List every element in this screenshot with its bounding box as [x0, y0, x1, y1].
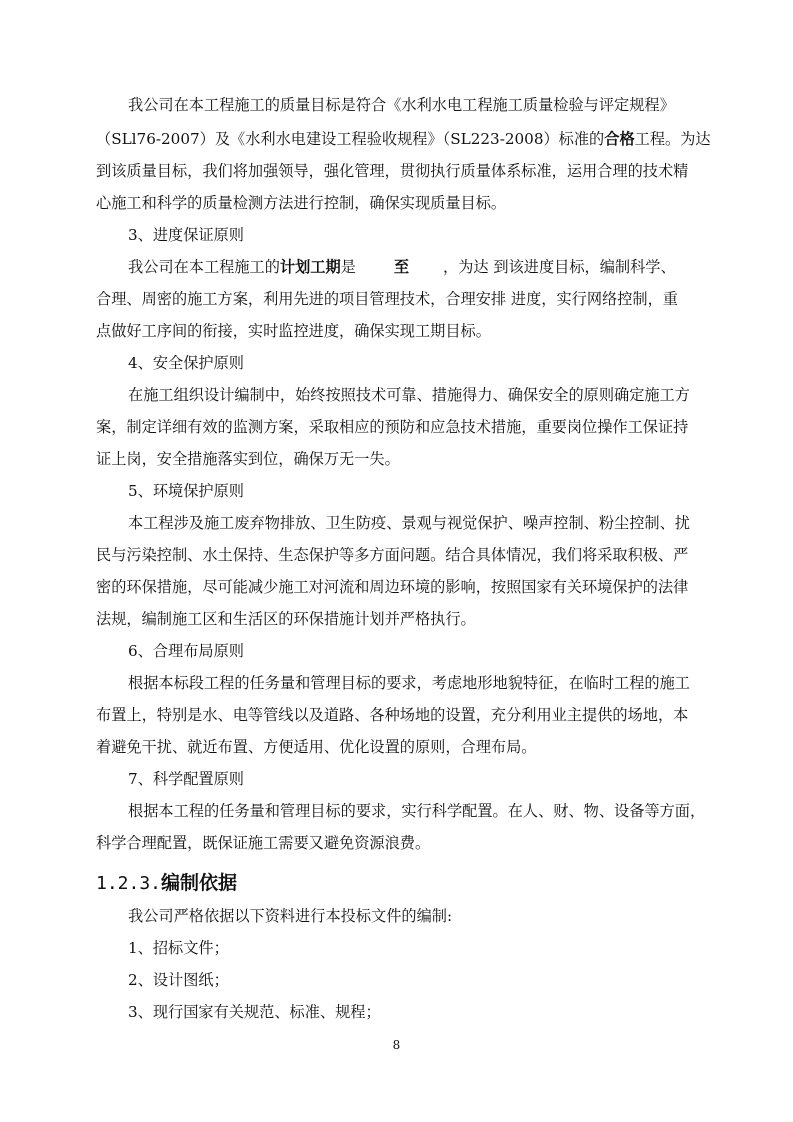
paragraph-line: 心施工和科学的质量检测方法进行控制，确保实现质量目标。 — [96, 194, 507, 212]
paragraph-line: 着避免干扰、就近布置、方便适用、优化设置的原则，合理布局。 — [96, 738, 537, 756]
list-heading: 3、进度保证原则 — [128, 226, 244, 244]
paragraph-line: 证上岗，安全措施落实到位，确保万无一失。 — [96, 450, 400, 468]
bold-text: 计划工期 — [279, 258, 341, 276]
list-heading: 7、科学配置原则 — [128, 770, 244, 788]
paragraph-line: 我公司严格依据以下资料进行本投标文件的编制: — [128, 907, 453, 925]
bold-text: 合格 — [604, 130, 635, 148]
list-heading: 4、安全保护原则 — [128, 354, 244, 372]
paragraph-line: 本工程涉及施工废弃物排放、卫生防疫、景观与视觉保护、噪声控制、粉尘控制、扰 — [128, 514, 690, 532]
paragraph-line: 密的环保措施，尽可能减少施工对河流和周边环境的影响，按照国家有关环境保护的法律 — [96, 578, 689, 596]
list-item: 1、招标文件； — [128, 939, 229, 957]
paragraph-line: 点做好工序间的衔接，实时监控进度，确保实现工期目标。 — [96, 322, 491, 340]
text-run: 是 — [340, 258, 356, 276]
text-run: （SLl76-2007）及《水利水电建设工程验收规程》（SL223-2008）标准的 — [96, 130, 605, 148]
text-run: 工程。为达 — [634, 130, 711, 148]
text-run: 我公司在本工程施工的 — [128, 258, 280, 276]
section-title: 编制依据 — [161, 872, 238, 894]
paragraph-line: 法规，编制施工区和生活区的环保措施计划并严格执行。 — [96, 610, 476, 628]
paragraph-line: 民与污染控制、水土保持、生态保护等多方面问题。结合具体情况，我们将采取积极、严 — [96, 546, 689, 564]
list-heading: 5、环境保护原则 — [128, 482, 244, 500]
list-heading: 6、合理布局原则 — [128, 642, 244, 660]
paragraph-line: 布置上，特别是水、电等管线以及道路、各种场地的设置，充分利用业主提供的场地，本 — [96, 706, 689, 724]
list-item: 2、设计图纸； — [128, 971, 229, 989]
bold-text: 至 — [393, 258, 409, 276]
paragraph-line: 到该质量目标，我们将加强领导，强化管理，贯彻执行质量体系标准，运用合理的技术精 — [96, 162, 689, 180]
paragraph-line — [96, 129, 716, 149]
paragraph-line: 我公司在本工程施工的质量目标是符合《水利水电工程施工质量检验与评定规程》 — [128, 96, 675, 114]
list-item: 3、现行国家有关规范、标准、规程； — [128, 1003, 381, 1021]
section-number: 1.2.3. — [96, 873, 162, 894]
paragraph-line — [128, 257, 748, 277]
paragraph-line: 案，制定详细有效的监测方案，采取相应的预防和应急技术措施，重要岗位操作工保证持 — [96, 418, 689, 436]
paragraph-line: 根据本工程的任务量和管理目标的要求，实行科学配置。在人、财、物、设备等方面， — [128, 802, 706, 820]
page-number: 8 — [392, 1038, 401, 1052]
paragraph-line: 合理、周密的施工方案，利用先进的项目管理技术，合理安排 进度，实行网络控制，重 — [96, 290, 678, 308]
paragraph-line: 在施工组织设计编制中，始终按照技术可靠、措施得力、确保安全的原则确定施工方 — [128, 386, 690, 404]
paragraph-line: 根据本标段工程的任务量和管理目标的要求，考虑地形地貌特征，在临时工程的施工 — [128, 674, 690, 692]
text-run: ，为达 到该进度目标，编制科学、 — [443, 258, 676, 276]
paragraph-line: 科学合理配置，既保证施工需要又避免资源浪费。 — [96, 834, 431, 852]
section-heading — [96, 871, 237, 896]
